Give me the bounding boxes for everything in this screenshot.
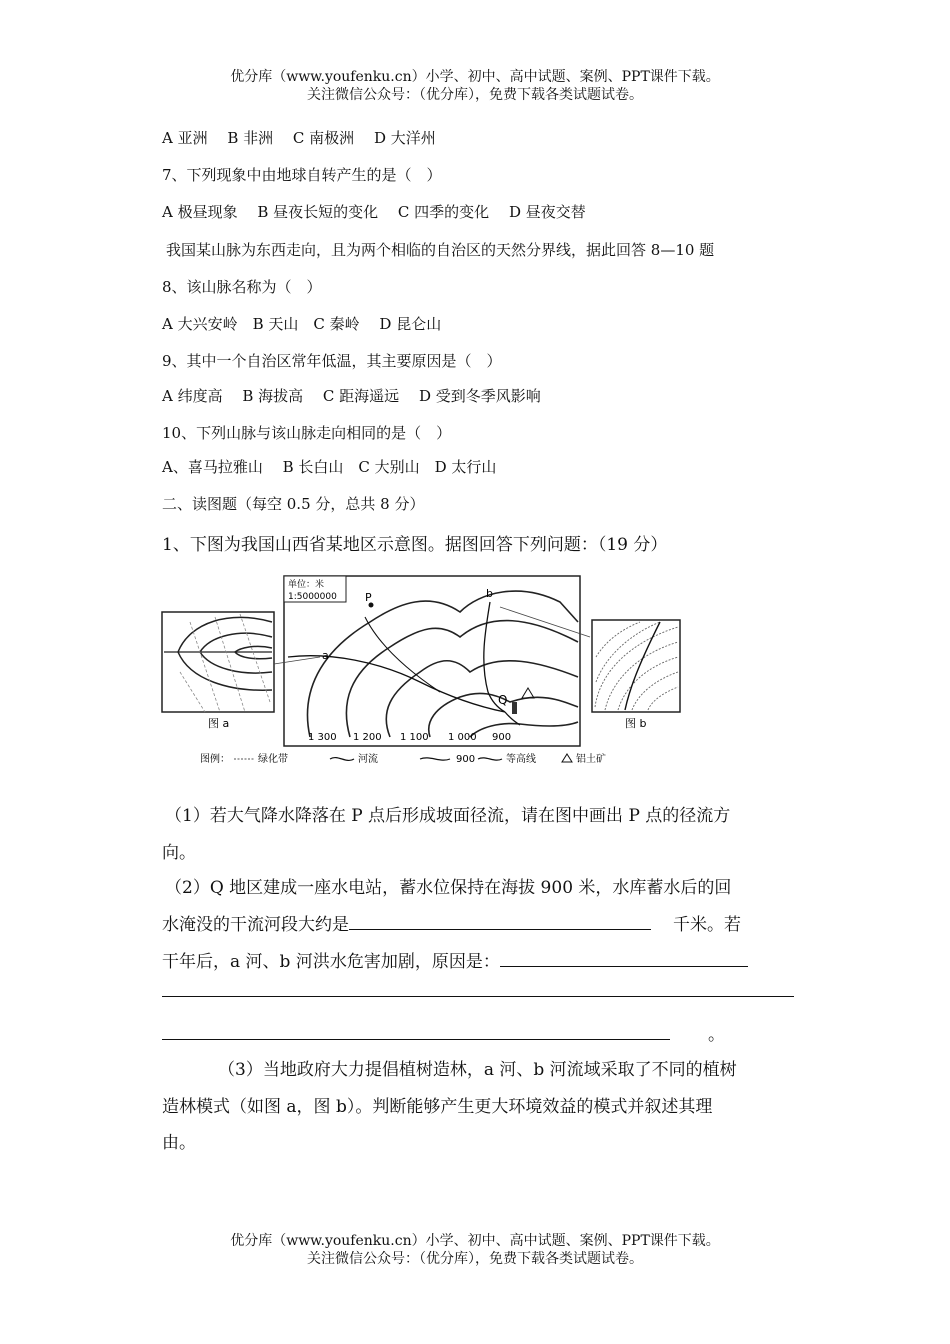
footer-line-1: 优分库（www.youfenku.cn）小学、初中、高中试题、案例、PPT课件下载。 [230,1233,720,1249]
answer-blank-river-length[interactable] [349,913,651,930]
unit-label: 单位：米 [288,580,325,590]
q9-options: A 纬度高 B 海拔高 C 距海遥远 D 受到冬季风影响 [162,387,541,405]
header-line-1: 优分库（www.youfenku.cn）小学、初中、高中试题、案例、PPT课件下载。 [230,69,720,85]
figure-b [592,620,680,730]
point-q-label: Q [498,693,508,707]
q10-stem: 10、下列山脉与该山脉走向相同的是（ ） [162,424,452,442]
figure-a-label: 图 a [208,717,230,730]
map-figure [160,562,800,772]
legend-river: 河流 [358,754,378,765]
answer-blank-flood-reason-3[interactable] [162,1023,670,1040]
point-p-label: P [365,591,372,604]
main-map [274,576,590,746]
q1-1-line-2: 向。 [162,843,196,863]
figure-a [162,612,274,730]
contour-1000: 1 000 [448,732,477,743]
contour-1300: 1 300 [308,732,337,743]
river-a-label: a [322,649,329,662]
q1-2-end-period: 。 [708,1025,725,1045]
q1-3-line-2: 造林模式（如图 a，图 b）。判断能够产生更大环境效益的模式并叙述其理 [162,1097,713,1117]
q1-2-line-2-suffix: 千米。若 [673,915,741,935]
figure-b-label: 图 b [625,717,647,730]
q1-3-line-3: 由。 [162,1133,196,1153]
answer-blank-flood-reason-1[interactable] [500,950,748,967]
legend-contour-value: 900 [456,754,476,765]
q1-2-line-2 [162,910,741,935]
q1-2-line-3-prefix: 干年后，a 河、b 河洪水危害加剧，原因是： [162,952,500,972]
q8-stem: 8、该山脉名称为（ ） [162,278,322,296]
q1-stem: 1、下图为我国山西省某地区示意图。据图回答下列问题：（19 分） [162,535,668,555]
contour-1200: 1 200 [353,732,382,743]
q6-options: A 亚洲 B 非洲 C 南极洲 D 大洋州 [162,129,436,147]
q1-2-line-1: （2）Q 地区建成一座水电站，蓄水位保持在海拔 900 米，水库蓄水后的回 [165,878,732,898]
q8-10-intro: 我国某山脉为东西走向，且为两个相临的自治区的天然分界线，据此回答 8—10 题 [166,241,715,259]
q1-3-line-1: （3）当地政府大力提倡植树造林，a 河、b 河流域采取了不同的植树 [218,1060,737,1080]
q1-2-line-3 [162,947,748,972]
legend-mine: 铝土矿 [576,754,606,765]
footer-line-2: 关注微信公众号：（优分库），免费下载各类试题试卷。 [307,1251,643,1267]
section-2-title: 二、读图题（每空 0.5 分，总共 8 分） [162,495,425,513]
header-line-2: 关注微信公众号：（优分库），免费下载各类试题试卷。 [307,87,643,103]
q1-1-line-1: （1）若大气降水降落在 P 点后形成坡面径流，请在图中画出 P 点的径流方 [165,806,731,826]
q7-stem: 7、下列现象中由地球自转产生的是（ ） [162,166,442,184]
contour-900: 900 [492,732,512,743]
scale-label: 1:5000000 [288,592,337,602]
river-b-label: b [486,587,493,600]
legend-green-belt: 绿化带 [258,754,288,765]
q10-options: A、喜马拉雅山 B 长白山 C 大别山 D 太行山 [162,458,497,476]
q9-stem: 9、其中一个自治区常年低温，其主要原因是（ ） [162,352,502,370]
q1-2-line-5 [162,1020,725,1045]
legend [200,752,606,765]
q7-options: A 极昼现象 B 昼夜长短的变化 C 四季的变化 D 昼夜交替 [162,203,586,221]
legend-contour: 等高线 [506,754,536,765]
contour-1100: 1 100 [400,732,429,743]
q1-2-line-2-prefix: 水淹没的干流河段大约是 [162,915,349,935]
q8-options: A 大兴安岭 B 天山 C 秦岭 D 昆仑山 [162,315,442,333]
legend-title: 图例： [200,754,230,765]
answer-blank-flood-reason-2[interactable] [162,980,794,997]
